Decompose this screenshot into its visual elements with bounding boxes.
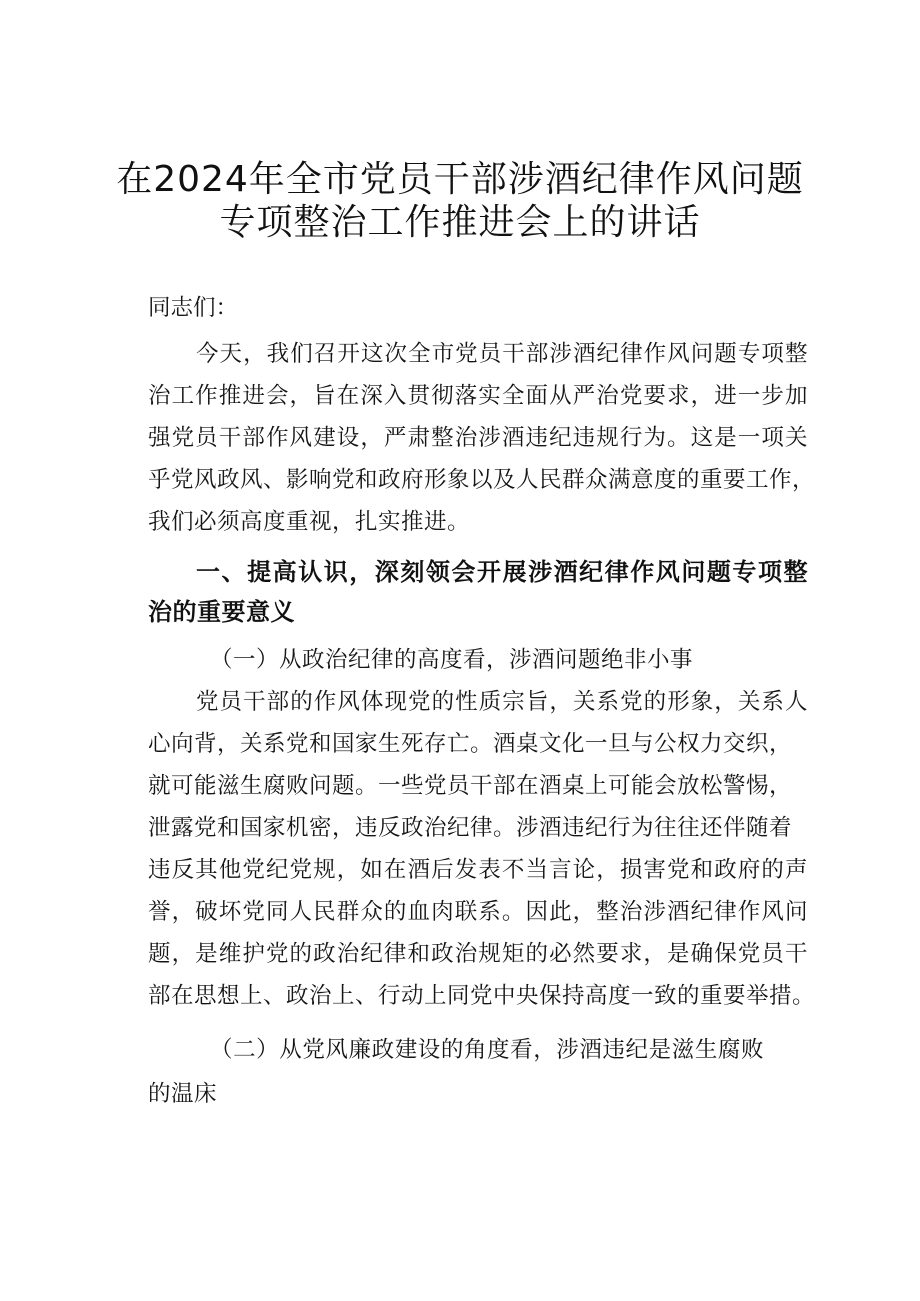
subsection-paragraph-line: 违反其他党纪党规，如在酒后发表不当言论，损害党和政府的声 [148, 857, 808, 883]
subsection-paragraph-line: 誉，破坏党同人民群众的血肉联系。因此，整治涉酒纪律作风问 [148, 899, 808, 925]
document-title-line-2: 专项整治工作推进会上的讲话 [219, 202, 701, 243]
subsection-paragraph-line: 心向背，关系党和国家生死存亡。酒桌文化一旦与公权力交织， [148, 731, 793, 757]
subsection-paragraph-line: 党员干部的作风体现党的性质宗旨，关系党的形象，关系人 [196, 689, 808, 715]
intro-paragraph-line: 今天，我们召开这次全市党员干部涉酒纪律作风问题专项整 [196, 341, 808, 367]
subsection-paragraph-line: 就可能滋生腐败问题。一些党员干部在酒桌上可能会放松警惕， [148, 773, 793, 799]
subsection-heading: （一）从政治纪律的高度看，涉酒问题绝非小事 [210, 647, 694, 673]
subsection-paragraph-line: 题，是维护党的政治纪律和政治规矩的必然要求，是确保党员干 [148, 941, 808, 967]
document-title-line-1: 在2024年全市党员干部涉酒纪律作风问题 [116, 159, 804, 200]
subsection-paragraph-line: 部在思想上、政治上、行动上同党中央保持高度一致的重要举措。 [148, 983, 816, 1009]
subsection-heading-line: （二）从党风廉政建设的角度看，涉酒违纪是滋生腐败 [210, 1037, 764, 1063]
salutation: 同志们： [148, 295, 239, 321]
intro-paragraph-line: 乎党风政风、影响党和政府形象以及人民群众满意度的重要工作， [148, 467, 816, 493]
section-heading-line: 治的重要意义 [148, 598, 295, 626]
subsection-heading-line: 的温床 [148, 1081, 218, 1107]
intro-paragraph-line: 治工作推进会，旨在深入贯彻落实全面从严治党要求，进一步加 [148, 383, 808, 409]
intro-paragraph-line: 我们必须高度重视，扎实推进。 [148, 509, 471, 535]
subsection-paragraph-line: 泄露党和国家机密，违反政治纪律。涉酒违纪行为往往还伴随着 [148, 815, 793, 841]
section-heading-line: 一、提高认识，深刻领会开展涉酒纪律作风问题专项整 [196, 558, 808, 586]
intro-paragraph-line: 强党员干部作风建设，严肃整治涉酒违纪违规行为。这是一项关 [148, 425, 808, 451]
